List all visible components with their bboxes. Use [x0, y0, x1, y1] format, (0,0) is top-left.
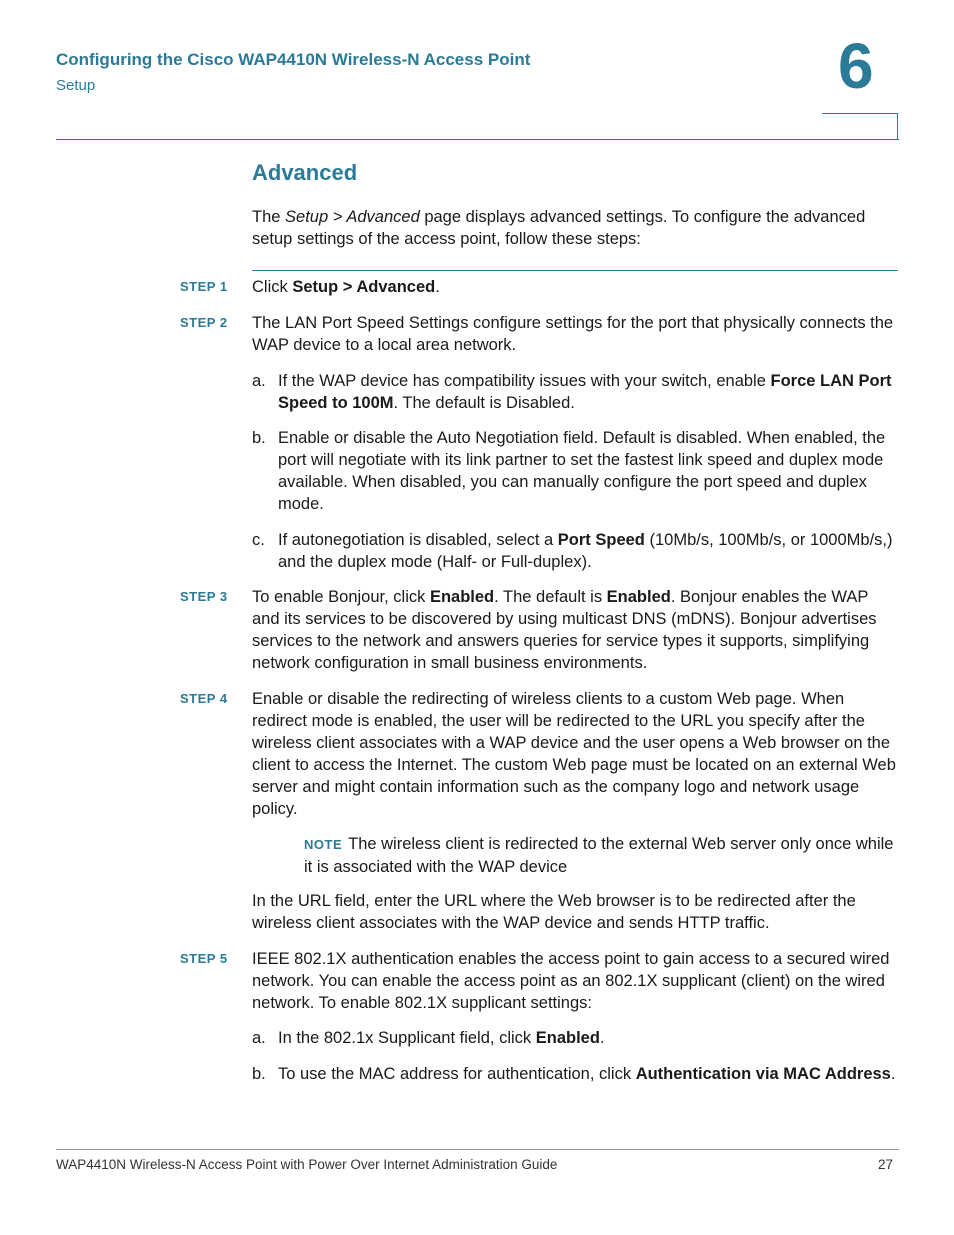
step-2c-post: (10Mb/s, 100Mb/s, or 1000Mb/s,) and the duplex mode (Half- or Full-duplex).: [278, 531, 893, 571]
step-5a-post: .: [599, 1029, 605, 1047]
step-3-post: . Bonjour enables the WAP and its services to be discovered by using multicast DNS (mDNS). Bonjour advertises services to the network and answers queries for service types it supports, simplifying network configuration in small business environments.: [252, 588, 877, 672]
header-rule: [56, 139, 899, 140]
step-3-label: STEP 3: [180, 589, 228, 604]
step-5b-text: [278, 1063, 898, 1085]
step-4-label: STEP 4: [180, 691, 228, 706]
step-5b-marker: b.: [252, 1065, 266, 1083]
steps-rule: [252, 270, 898, 271]
page-number: 27: [878, 1157, 894, 1172]
intro-text-end: page displays advanced settings. To configure the advanced setup settings of the access point, follow these steps:: [252, 208, 866, 248]
step-3-mid: . The default is: [494, 588, 607, 606]
step-1-pre: Click: [252, 278, 293, 296]
step-2a-marker: a.: [252, 372, 266, 390]
step-2a-post: . The default is Disabled.: [393, 394, 575, 412]
step-5b-post: .: [890, 1065, 896, 1083]
step-5a-text: [278, 1027, 898, 1049]
step-3-text: [252, 586, 898, 674]
step-2a-bold: Force LAN Port Speed to 100M: [278, 372, 892, 412]
chapter-box-rule: [822, 113, 898, 139]
step-4-text: Enable or disable the redirecting of wireless clients to a custom Web page. When redirect mode is enabled, the user will be redirected to the URL you specify after the wireless client associates with a WAP device and the user opens a Web browser on the client to access the Internet. The custom Web page must be located on an external Web server and might contain information such as the company logo and network usage policy.: [252, 690, 896, 818]
note-label: NOTE: [304, 837, 343, 852]
step-3-pre: To enable Bonjour, click: [252, 588, 430, 606]
step-3-bold-1: Enabled: [429, 588, 495, 606]
intro-separator: >: [328, 208, 347, 226]
step-1-bold: Setup > Advanced: [292, 278, 436, 296]
note-text: The wireless client is redirected to the external Web server only once while it is associated with the WAP device: [304, 835, 894, 876]
chapter-number: 6: [838, 30, 874, 102]
step-1-post: .: [435, 278, 440, 296]
section-heading: Advanced: [252, 160, 358, 185]
step-5b-pre: To use the MAC address for authentication, click: [278, 1065, 636, 1083]
step-5-label: STEP 5: [180, 951, 228, 966]
step-2-label: STEP 2: [180, 315, 228, 330]
step-2a-text: [278, 370, 898, 414]
running-header-subtitle: Setup: [56, 77, 96, 94]
intro-advanced-italic: Advanced: [346, 208, 420, 226]
step-2a-pre: If the WAP device has compatibility issues with your switch, enable: [278, 372, 771, 390]
step-3-bold-2: Enabled: [606, 588, 671, 606]
step-5a-marker: a.: [252, 1029, 266, 1047]
step-2b-marker: b.: [252, 429, 266, 447]
step-2c-text: [278, 529, 898, 573]
step-5a-bold: Enabled: [535, 1029, 600, 1047]
step-2-text: The LAN Port Speed Settings configure settings for the port that physically connects the WAP device to a local area network.: [252, 314, 894, 354]
step-5b-bold: Authentication via MAC Address: [635, 1065, 891, 1083]
step-2c-marker: c.: [252, 531, 265, 549]
step-5-text: IEEE 802.1X authentication enables the access point to gain access to a secured wired network. You can enable the access point as an 802.1X supplicant (client) on the wired network. To enable 802.1X supplicant settings:: [252, 950, 890, 1012]
step-2c-bold: Port Speed: [557, 531, 645, 549]
intro-setup-italic: Setup: [285, 208, 329, 226]
intro-text: The: [252, 208, 286, 226]
step-5a-pre: In the 802.1x Supplicant field, click: [278, 1029, 536, 1047]
step-1-text: [252, 276, 898, 298]
url-field-paragraph: In the URL field, enter the URL where the Web browser is to be redirected after the wireless client associates with the WAP device and sends HTTP traffic.: [252, 892, 856, 932]
footer-guide-title: WAP4410N Wireless-N Access Point with Power Over Internet Administration Guide: [56, 1157, 558, 1172]
footer-rule: [56, 1149, 899, 1150]
note-block: [304, 833, 898, 878]
running-header-title: Configuring the Cisco WAP4410N Wireless-N Access Point: [56, 50, 531, 69]
step-1-label: STEP 1: [180, 279, 228, 294]
step-2c-pre: If autonegotiation is disabled, select a: [278, 531, 558, 549]
intro-paragraph: [252, 206, 892, 250]
step-2b-text: Enable or disable the Auto Negotiation field. Default is disabled. When enabled, the port will negotiate with its link partner to set the fastest link speed and duplex mode available. When disabled, you can manually configure the port speed and duplex mode.: [278, 429, 886, 513]
